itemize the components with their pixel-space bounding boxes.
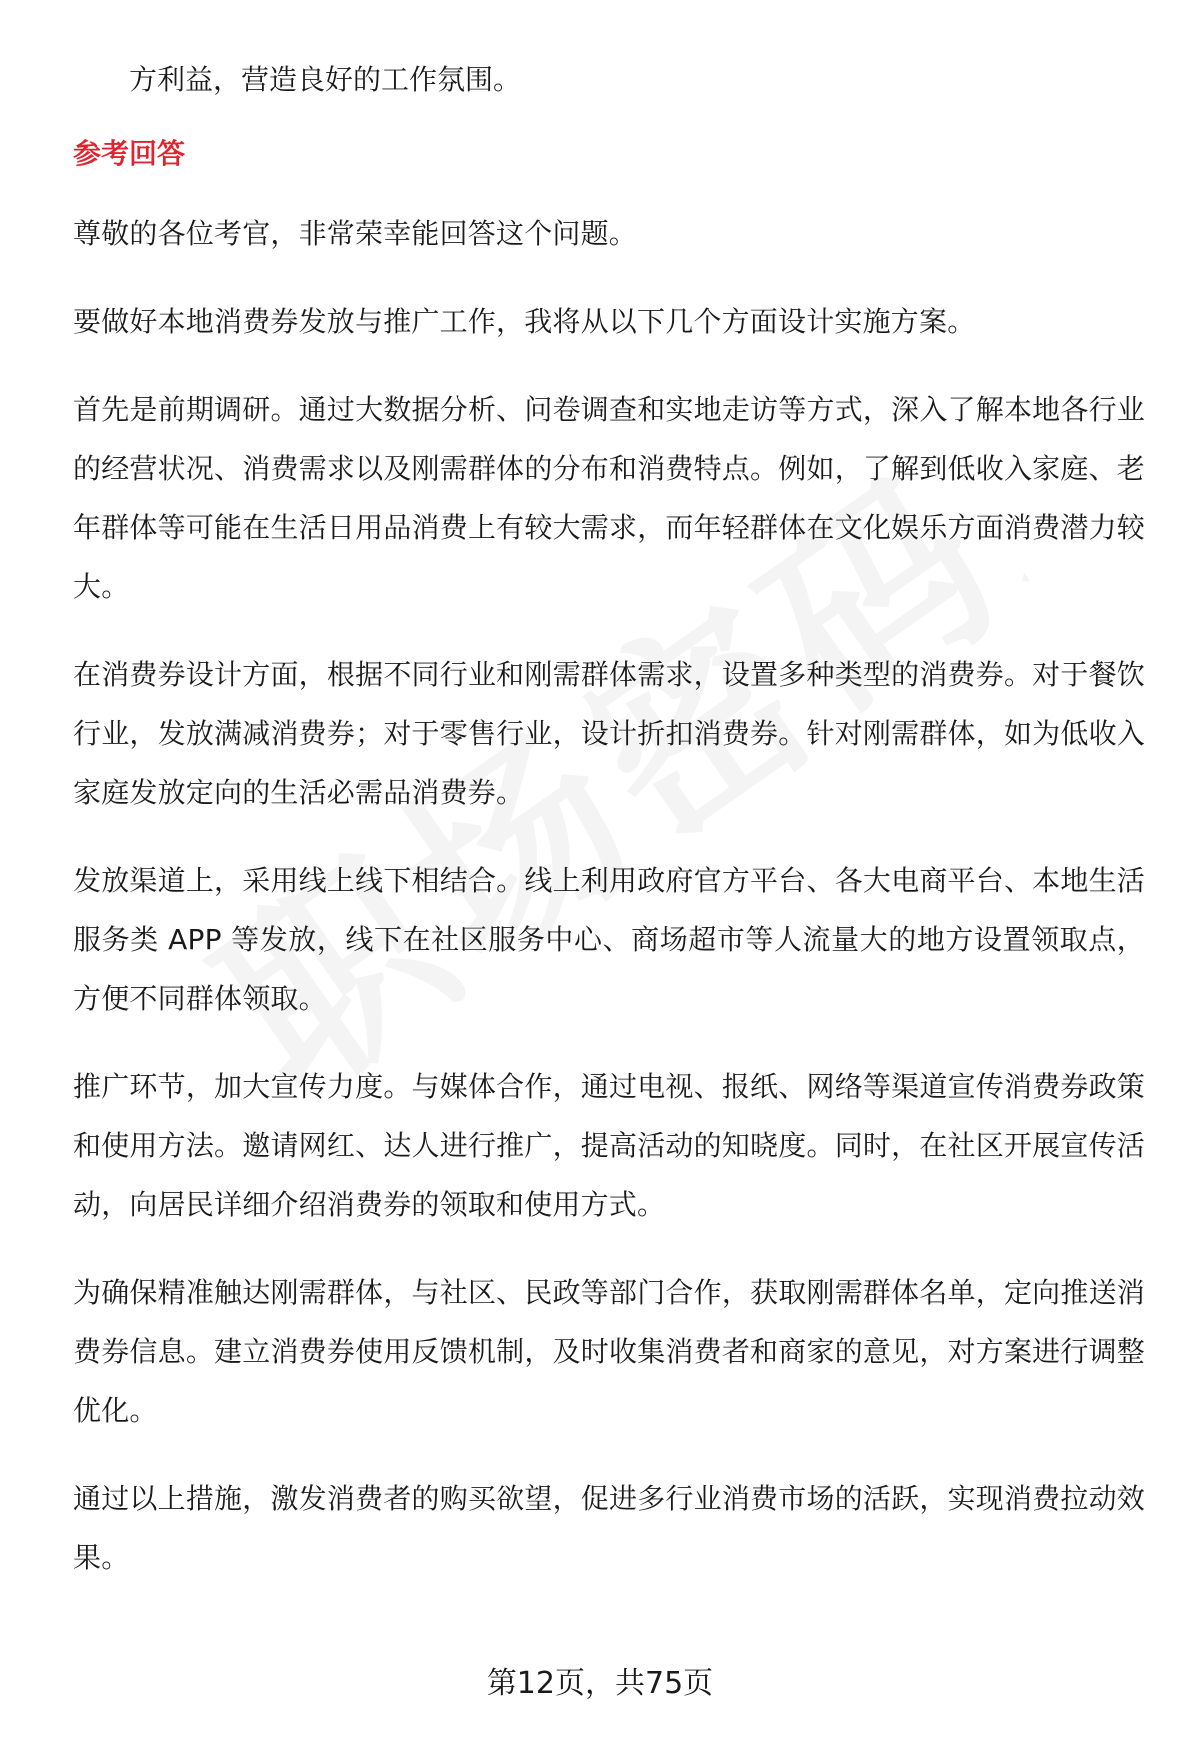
paragraph-promotion: 推广环节，加大宣传力度。与媒体合作，通过电视、报纸、网络等渠道宣传消费券政策和使用方法。邀请网红、达人进行推广，提高活动的知晓度。同时，在社区开展宣传活动，向居民详细介绍消费券的领取和使用方式。 [73, 1070, 1145, 1221]
paragraph-conclusion: 通过以上措施，激发消费者的购买欲望，促进多行业消费市场的活跃，实现消费拉动效果。 [73, 1482, 1145, 1574]
paragraph-research: 首先是前期调研。通过大数据分析、问卷调查和实地走访等方式，深入了解本地各行业的经营状况、消费需求以及刚需群体的分布和消费特点。例如，了解到低收入家庭、老年群体等可能在生活日用品消费上有较大需求，而年轻群体在文化娱乐方面消费潜力较大。 [73, 393, 1145, 603]
continued-line: 方利益，营造良好的工作氛围。 [129, 63, 522, 96]
paragraph-coupon-design: 在消费券设计方面，根据不同行业和刚需群体需求，设置多种类型的消费券。对于餐饮行业，发放满减消费券；对于零售行业，设计折扣消费券。针对刚需群体，如为低收入家庭发放定向的生活必需品消费券。 [73, 658, 1145, 809]
paragraph-greeting: 尊敬的各位考官，非常荣幸能回答这个问题。 [73, 217, 638, 250]
paragraph-targeting: 为确保精准触达刚需群体，与社区、民政等部门合作，获取刚需群体名单，定向推送消费券信息。建立消费券使用反馈机制，及时收集消费者和商家的意见，对方案进行调整优化。 [73, 1276, 1145, 1427]
section-heading: 参考回答 [73, 137, 186, 170]
document-body [73, 56, 1145, 1616]
paragraph-intro: 要做好本地消费券发放与推广工作，我将从以下几个方面设计实施方案。 [73, 305, 976, 338]
page-number-footer: 第12页，共75页 [486, 1666, 714, 1701]
paragraph-distribution-channels: 发放渠道上，采用线上线下相结合。线上利用政府官方平台、各大电商平台、本地生活服务类 APP 等发放，线下在社区服务中心、商场超市等人流量大的地方设置领取点，方便不同群体领取。 [73, 864, 1145, 1015]
